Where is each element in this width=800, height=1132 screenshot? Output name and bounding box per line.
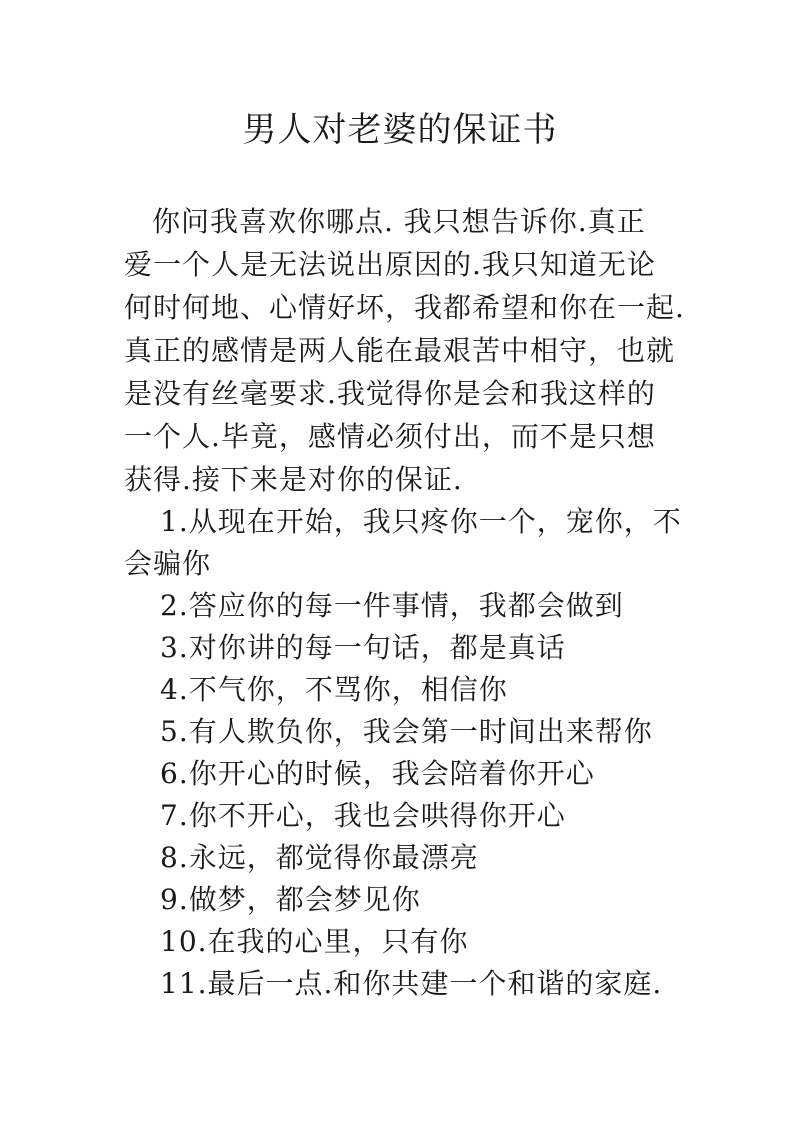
intro-line: 你问我喜欢你哪点. 我只想告诉你.真正 [152,205,646,238]
promise-item: 2.答应你的每一件事情，我都会做到 [160,589,624,622]
promise-item: 5.有人欺负你，我会第一时间出来帮你 [160,715,653,748]
promise-item: 6.你开心的时候，我会陪着你开心 [160,757,595,790]
intro-line: 爱一个人是无法说出原因的.我只知道无论 [124,248,656,281]
promise-item: 10.在我的心里，只有你 [160,925,469,958]
intro-line: 是没有丝毫要求.我觉得你是会和我这样的 [124,377,656,410]
intro-line: 真正的感情是两人能在最艰苦中相守，也就 [124,334,676,367]
promise-item-continuation: 会骗你 [124,547,212,580]
promise-item: 8.永远，都觉得你最漂亮 [160,841,479,874]
intro-line: 获得.接下来是对你的保证. [124,463,463,496]
promise-item: 7.你不开心，我也会哄得你开心 [160,799,566,832]
document-title: 男人对老婆的保证书 [242,110,558,150]
promise-item: 9.做梦，都会梦见你 [160,883,421,916]
intro-line: 一个人.毕竟，感情必须付出，而不是只想 [124,420,656,453]
promise-item: 11.最后一点.和你共建一个和谐的家庭. [160,967,663,1000]
intro-line: 何时何地、心情好坏，我都希望和你在一起. [124,291,685,324]
promise-item: 1.从现在开始，我只疼你一个，宠你，不 [160,505,682,538]
promise-item: 4.不气你，不骂你，相信你 [160,673,508,706]
promise-item: 3.对你讲的每一句话，都是真话 [160,631,566,664]
document-body [124,200,684,1005]
